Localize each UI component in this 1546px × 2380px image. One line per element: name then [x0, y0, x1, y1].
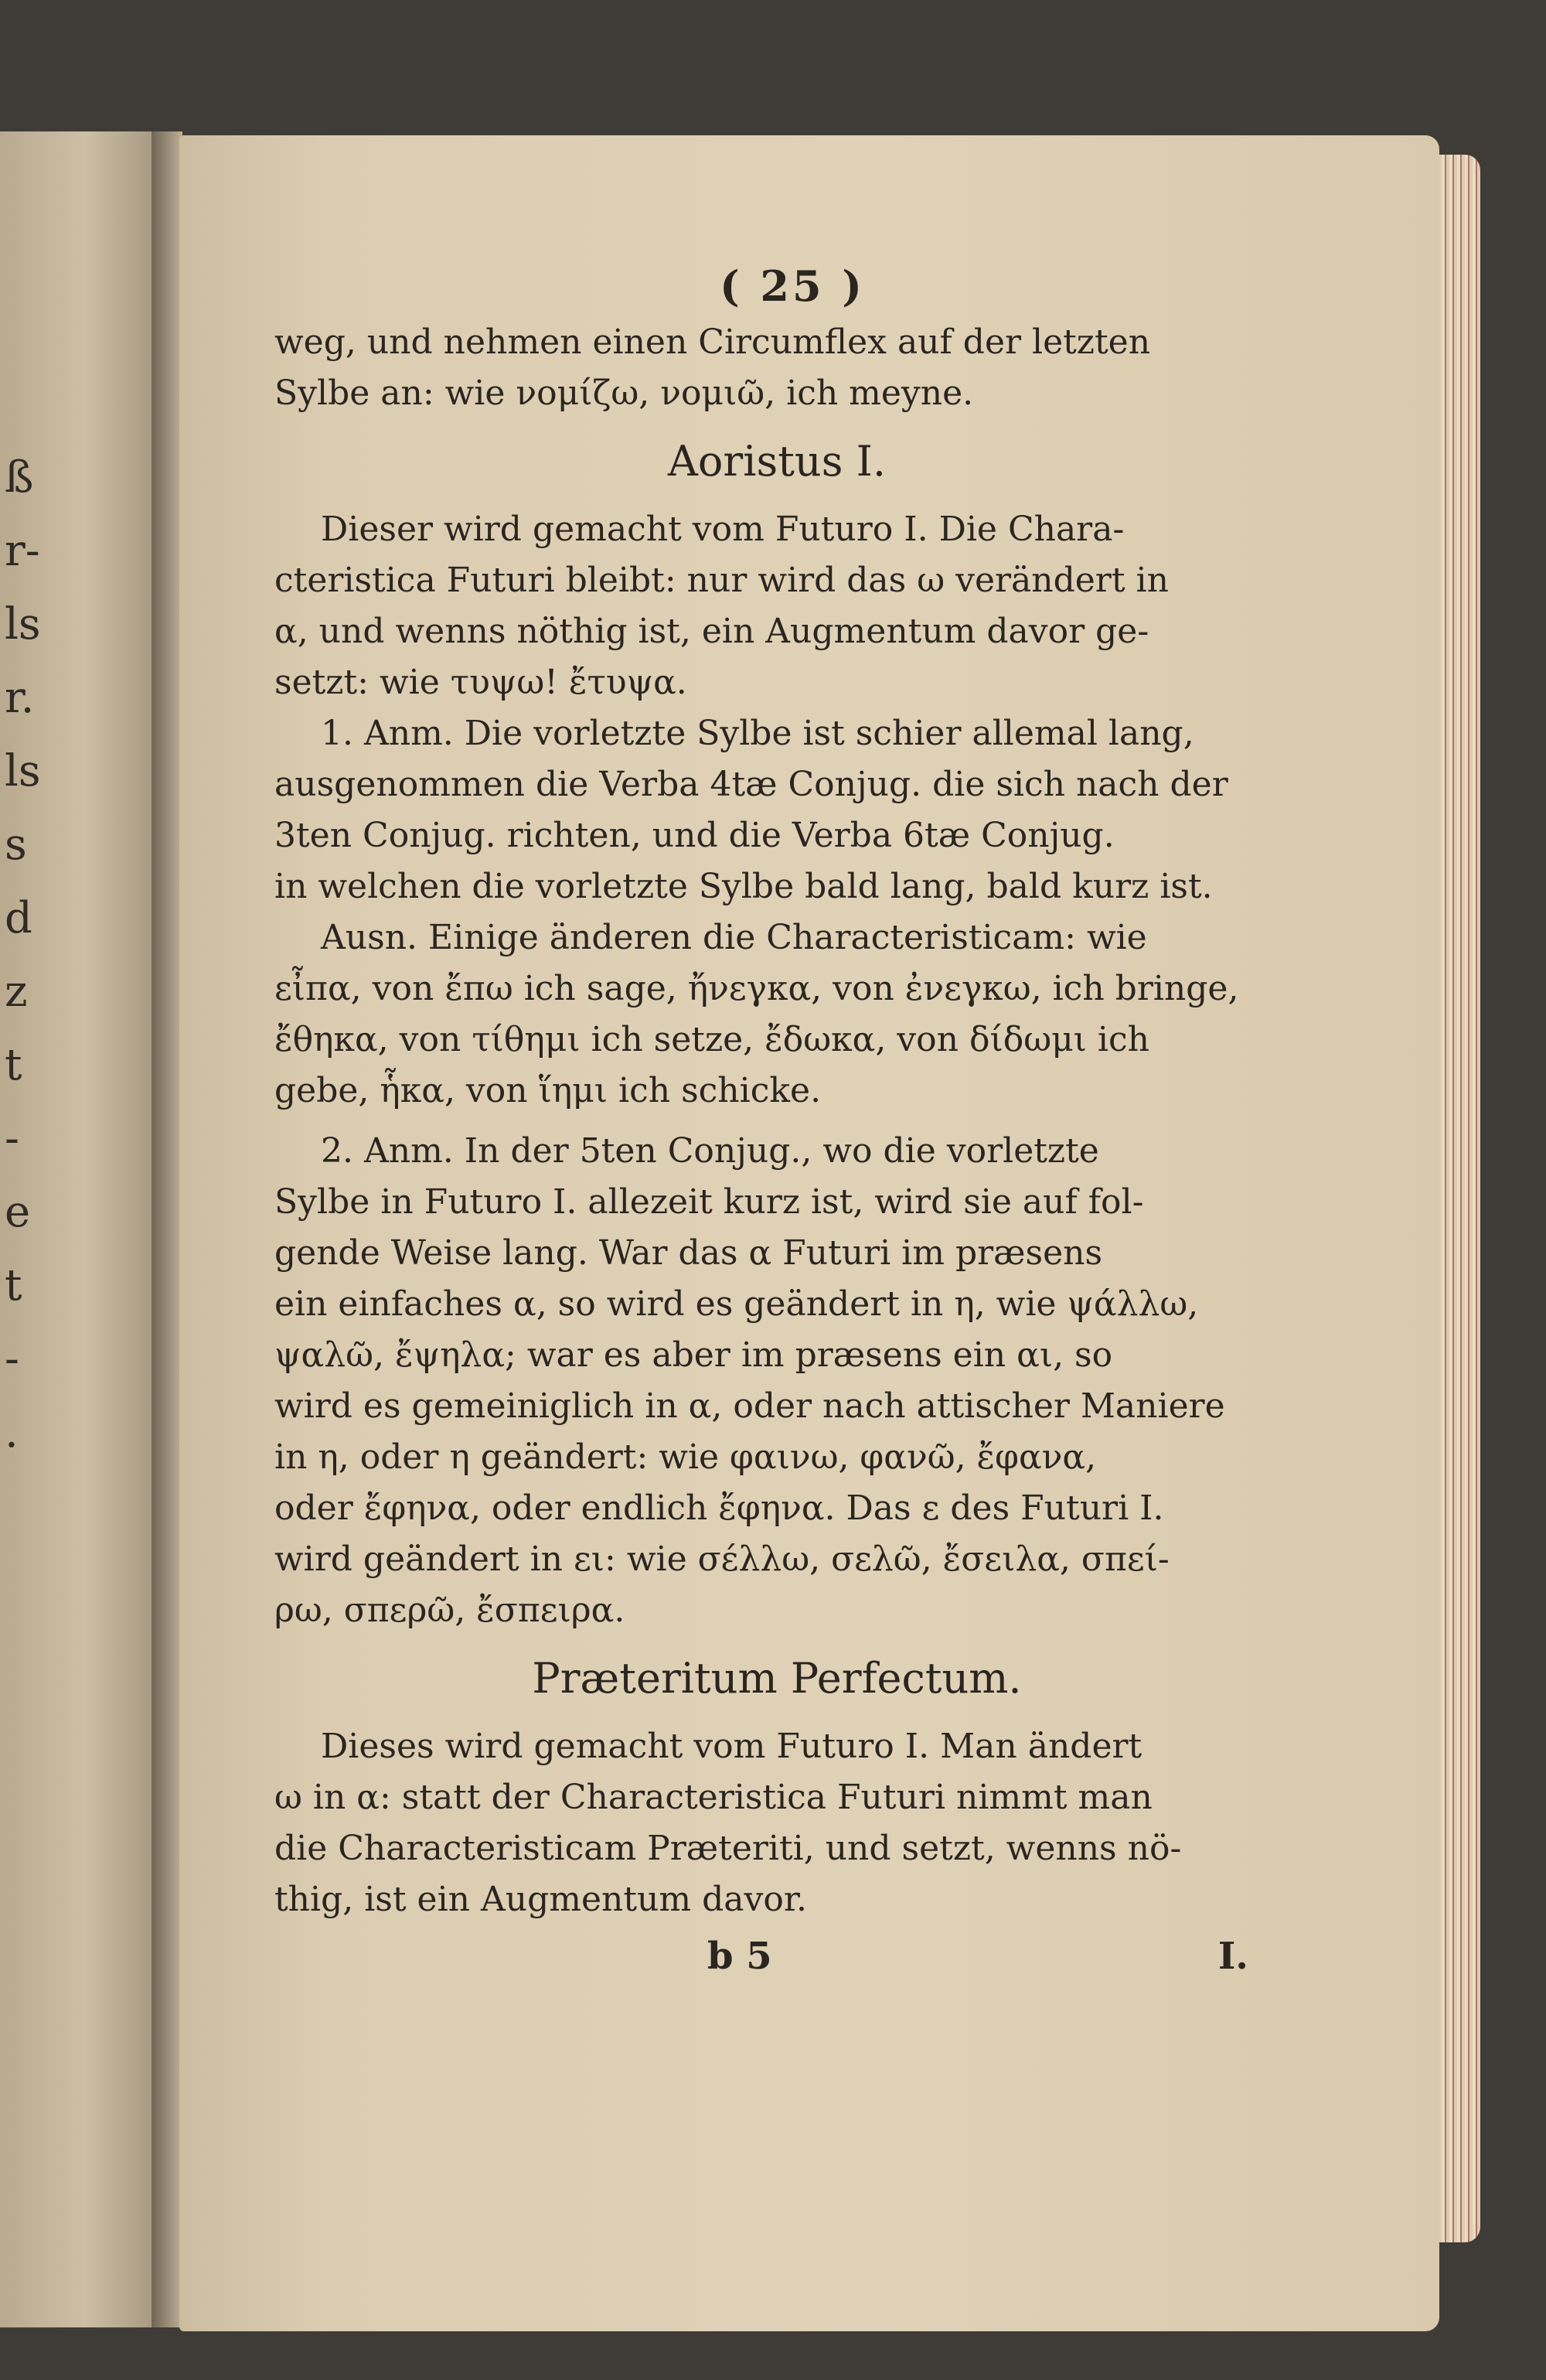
section-heading-perfect: Præteritum Perfectum.	[532, 1654, 1022, 1703]
text-line: wird es gemeiniglich in α, oder nach attischer Maniere	[274, 1386, 1225, 1426]
text-line: Dieses wird gemacht vom Futuro I. Man ändert	[321, 1727, 1142, 1766]
left-facing-page	[0, 131, 155, 2327]
text-line: Ausn. Einige änderen die Characteristicam: wie	[321, 918, 1147, 957]
text-line: 1. Anm. Die vorletzte Sylbe ist schier allemal lang,	[321, 714, 1194, 753]
text-line: setzt: wie τυψω! ἔτυψα.	[274, 663, 687, 702]
text-line: wird geändert in ει: wie σέλλω, σελῶ, ἔσειλα, σπεί-	[274, 1539, 1170, 1579]
text-line: ein einfaches α, so wird es geändert in η, wie ψάλλω,	[274, 1284, 1199, 1324]
text-line: Dieser wird gemacht vom Futuro I. Die Chara-	[321, 510, 1125, 549]
catchword: I.	[1217, 1935, 1248, 1978]
book-gutter	[152, 131, 182, 2327]
signature-mark: b 5	[707, 1935, 772, 1978]
text-line: oder ἔφηνα, oder endlich ἔφηνα. Das ε des Futuri I.	[274, 1488, 1164, 1528]
text-line: Sylbe an: wie νομίζω, νομιῶ, ich meyne.	[274, 373, 974, 413]
text-line: 2. Anm. In der 5ten Conjug., wo die vorletzte	[321, 1131, 1099, 1171]
text-line: gende Weise lang. War das α Futuri im præsens	[274, 1233, 1103, 1273]
page-text	[274, 255, 1279, 1987]
text-line: die Characteristicam Præteriti, und setzt, wenns nö-	[274, 1829, 1182, 1868]
page-edges	[1434, 155, 1480, 2242]
text-line: in welchen die vorletzte Sylbe bald lang, bald kurz ist.	[274, 867, 1213, 906]
text-line: in η, oder η geändert: wie φαινω, φανῶ, ἔφανα,	[274, 1437, 1097, 1477]
text-line: ρω, σπερῶ, ἔσπειρα.	[274, 1591, 625, 1630]
text-line: Sylbe in Futuro I. allezeit kurz ist, wird sie auf fol-	[274, 1182, 1144, 1222]
text-line: cteristica Futuri bleibt: nur wird das ω verändert in	[274, 561, 1169, 600]
left-page-margin-text: ß r- ls r. ls s d z t - e t - .	[5, 452, 41, 1458]
page-footer	[274, 1925, 1279, 1987]
page-header: ( 25 )	[720, 261, 865, 311]
text-line: α, und wenns nöthig ist, ein Augmentum davor ge-	[274, 612, 1149, 651]
section-heading-aorist: Aoristus I.	[667, 437, 887, 486]
text-line: ausgenommen die Verba 4tæ Conjug. die sich nach der	[274, 765, 1228, 804]
text-line: ψαλῶ, ἔψηλα; war es aber im præsens ein αι, so	[274, 1335, 1113, 1375]
text-line: ω in α: statt der Characteristica Futuri nimmt man	[274, 1778, 1153, 1817]
text-line: weg, und nehmen einen Circumflex auf der letzten	[274, 322, 1151, 362]
text-line: gebe, ἧκα, von ἵημι ich schicke.	[274, 1071, 822, 1110]
text-line: ἔθηκα, von τίθημι ich setze, ἔδωκα, von δίδωμι ich	[274, 1020, 1149, 1059]
text-line: 3ten Conjug. richten, und die Verba 6tæ Conjug.	[274, 816, 1115, 855]
text-line: thig, ist ein Augmentum davor.	[274, 1880, 808, 1919]
text-line: εἶπα, von ἔπω ich sage, ἤνεγκα, von ἐνεγκω, ich bringe,	[274, 969, 1239, 1008]
